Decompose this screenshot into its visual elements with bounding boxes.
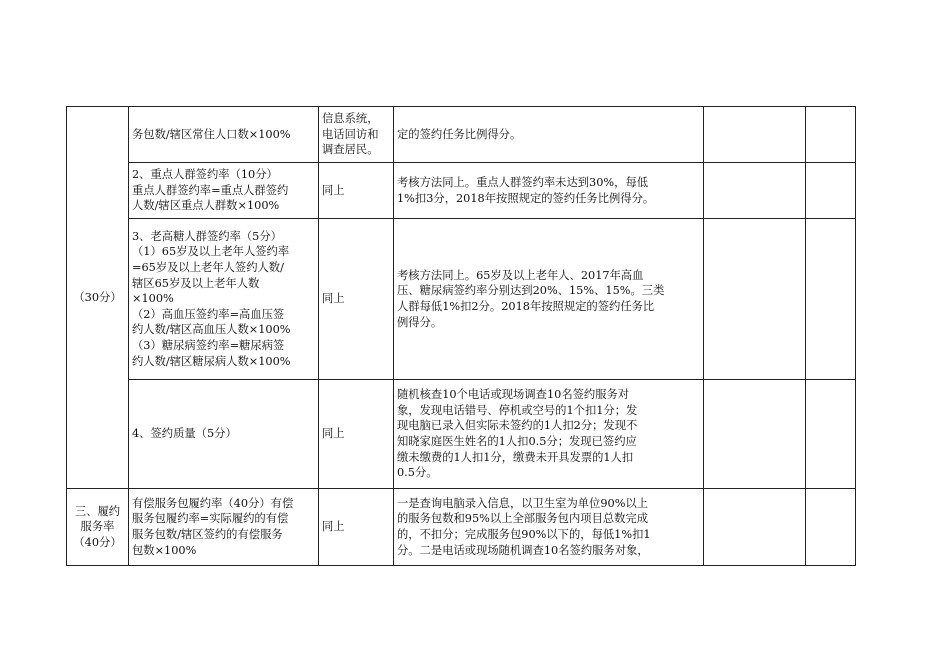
section-score-cell: （30分） — [67, 107, 129, 489]
content-cell: 2、重点人群签约率（10分） 重点人群签约率=重点人群签约 人数/辖区重点人群数×100% — [129, 163, 319, 219]
empty-cell — [806, 107, 856, 163]
empty-cell — [704, 380, 806, 489]
content-cell: 3、老高糖人群签约率（5分） （1）65岁及以上老年人签约率 =65岁及以上老年人签约人数/ 辖区65岁及以上老年人数 ×100% （2）高血压签约率=高血压签 约人数/辖区高血压人数×100% （3）糖尿病签约率=糖尿病签 约人数/辖区糖尿病人数×100% — [129, 219, 319, 380]
empty-cell — [704, 107, 806, 163]
table-row — [67, 219, 856, 380]
basis-cell: 同上 — [319, 380, 394, 489]
empty-cell — [806, 380, 856, 489]
table-row — [67, 380, 856, 489]
basis-cell: 同上 — [319, 219, 394, 380]
table-row — [67, 107, 856, 163]
table-row — [67, 489, 856, 566]
content-cell: 有偿服务包履约率（40分）有偿 服务包履约率=实际履约的有偿 服务包数/辖区签约的有偿服务 包数×100% — [129, 489, 319, 566]
table-row — [67, 163, 856, 219]
section-title-cell: 三、履约 服务率 （40分） — [67, 489, 129, 566]
assessment-table — [66, 106, 856, 566]
empty-cell — [704, 163, 806, 219]
basis-cell: 信息系统， 电话回访和 调查居民。 — [319, 107, 394, 163]
method-cell: 定的签约任务比例得分。 — [394, 107, 704, 163]
content-cell: 务包数/辖区常住人口数×100% — [129, 107, 319, 163]
empty-cell — [704, 219, 806, 380]
basis-cell: 同上 — [319, 163, 394, 219]
empty-cell — [806, 163, 856, 219]
method-cell: 随机核查10个电话或现场调查10名签约服务对 象，发现电话错号、停机或空号的1个扣1分；发 现电脑已录入但实际未签约的1人扣2分；发现不 知晓家庭医生姓名的1人扣0.5分；发现已签约应 缴未缴费的1人扣1分，缴费未开具发票的1人扣 0.5分。 — [394, 380, 704, 489]
empty-cell — [806, 489, 856, 566]
empty-cell — [704, 489, 806, 566]
method-cell: 考核方法同上。65岁及以上老年人、2017年高血 压、糖尿病签约率分别达到20%、15%、15%。三类 人群每低1%扣2分。2018年按照规定的签约任务比 例得分。 — [394, 219, 704, 380]
basis-cell: 同上 — [319, 489, 394, 566]
empty-cell — [806, 219, 856, 380]
method-cell: 一是查询电脑录入信息，以卫生室为单位90%以上 的服务包数和95%以上全部服务包内项目总数完成 的，不扣分；完成服务包90%以下的，每低1%扣1 分。二是电话或现场随机调查10名签约服务对象， — [394, 489, 704, 566]
method-cell: 考核方法同上。重点人群签约率未达到30%，每低 1%扣3分，2018年按照规定的签约任务比例得分。 — [394, 163, 704, 219]
content-cell: 4、签约质量（5分） — [129, 380, 319, 489]
